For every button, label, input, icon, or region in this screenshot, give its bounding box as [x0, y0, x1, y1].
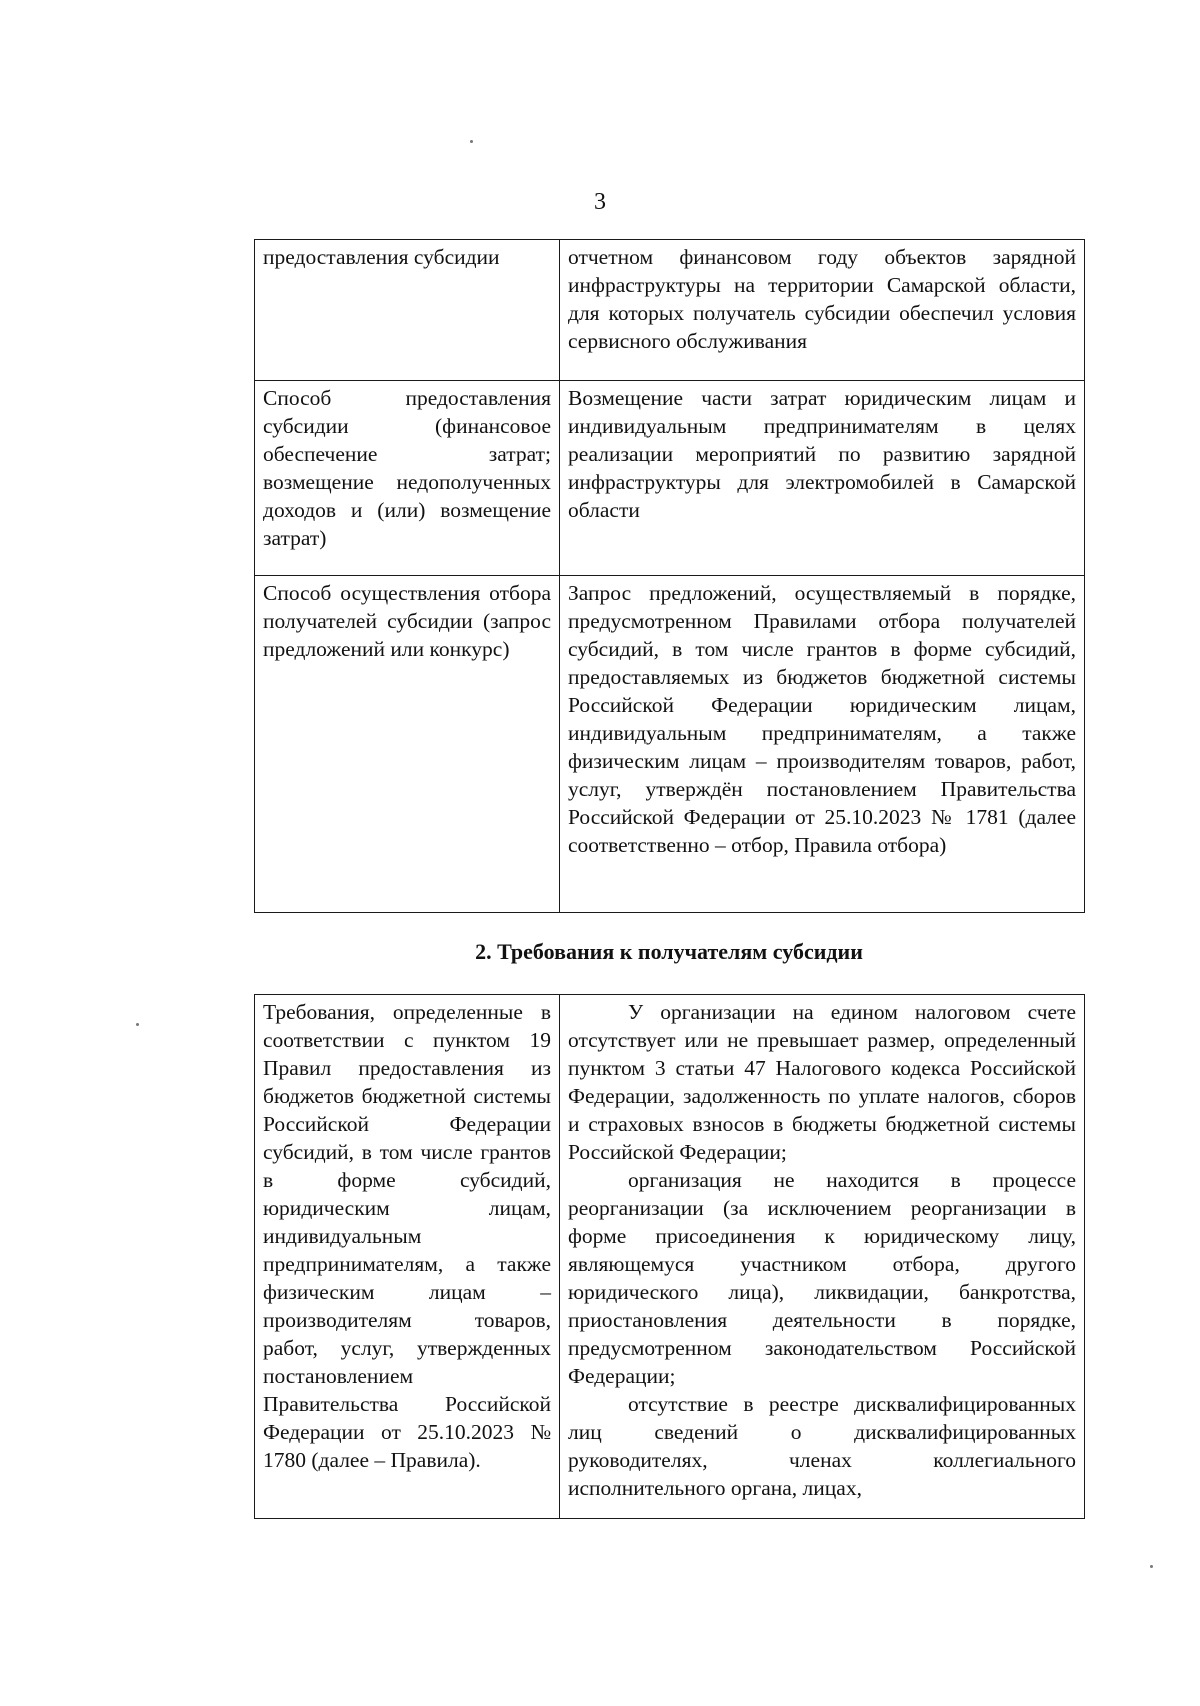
scan-speck	[1150, 1565, 1153, 1568]
subsidy-info-table	[254, 239, 1085, 913]
table-cell-label: Требования, определенные в соответствии с пунктом 19 Правил предоставления из бюджетов бюджетной системы Российской Федерации субсидий, в том числе грантов в форме субсидий, юридическим лицам, индивидуальным предпринимателям, а также физическим лицам – производителям товаров, работ, услуг, утвержденных постановлением Правительства Российской Федерации от 25.10.2023 № 1780 (далее – Правила).	[255, 995, 560, 1519]
page-number: 3	[594, 189, 606, 215]
requirement-paragraph: отсутствие в реестре дисквалифицированных лиц сведений о дисквалифицированных руководителях, членах коллегиального исполнительного органа, лицах,	[568, 1392, 1076, 1500]
requirement-paragraph: У организации на едином налоговом счете отсутствует или не превышает размер, определенный пунктом 3 статьи 47 Налогового кодекса Российской Федерации, задолженность по уплате налогов, сборов и страховых взносов в бюджеты бюджетной системы Российской Федерации;	[568, 1000, 1076, 1164]
scan-speck	[136, 1023, 139, 1026]
table-row	[255, 240, 1085, 381]
table-cell-value: отчетном финансовом году объектов зарядной инфраструктуры на территории Самарской области, для которых получатель субсидии обеспечил условия сервисного обслуживания	[560, 240, 1085, 381]
table-cell-value: Запрос предложений, осуществляемый в порядке, предусмотренном Правилами отбора получателей субсидий, в том числе грантов в форме субсидий, предоставляемых из бюджетов бюджетной системы Российской Федерации юридическим лицам, индивидуальным предпринимателям, а также физическим лицам – производителям товаров, работ, услуг, утверждён постановлением Правительства Российской Федерации от 25.10.2023 № 1781 (далее соответственно – отбор, Правила отбора)	[560, 576, 1085, 913]
requirements-table	[254, 994, 1085, 1519]
table-cell-label: Способ предоставления субсидии (финансовое обеспечение затрат; возмещение недополученных доходов и (или) возмещение затрат)	[255, 381, 560, 576]
table-row	[255, 576, 1085, 913]
scan-speck	[470, 140, 473, 143]
table-row	[255, 381, 1085, 576]
table-cell-value	[560, 995, 1085, 1519]
requirement-paragraph: организация не находится в процессе реорганизации (за исключением реорганизации в форме присоединения к юридическому лицу, являющемуся участником отбора, другого юридического лица), ликвидации, банкротства, приостановления деятельности в порядке, предусмотренном законодательством Российской Федерации;	[568, 1168, 1076, 1388]
table-row	[255, 995, 1085, 1519]
table-cell-label: Способ осуществления отбора получателей субсидии (запрос предложений или конкурс)	[255, 576, 560, 913]
table-cell-label: предоставления субсидии	[255, 240, 560, 381]
section-heading: 2. Требования к получателям субсидии	[475, 939, 863, 964]
table-cell-value: Возмещение части затрат юридическим лицам и индивидуальным предпринимателям в целях реализации мероприятий по развитию зарядной инфраструктуры для электромобилей в Самарской области	[560, 381, 1085, 576]
